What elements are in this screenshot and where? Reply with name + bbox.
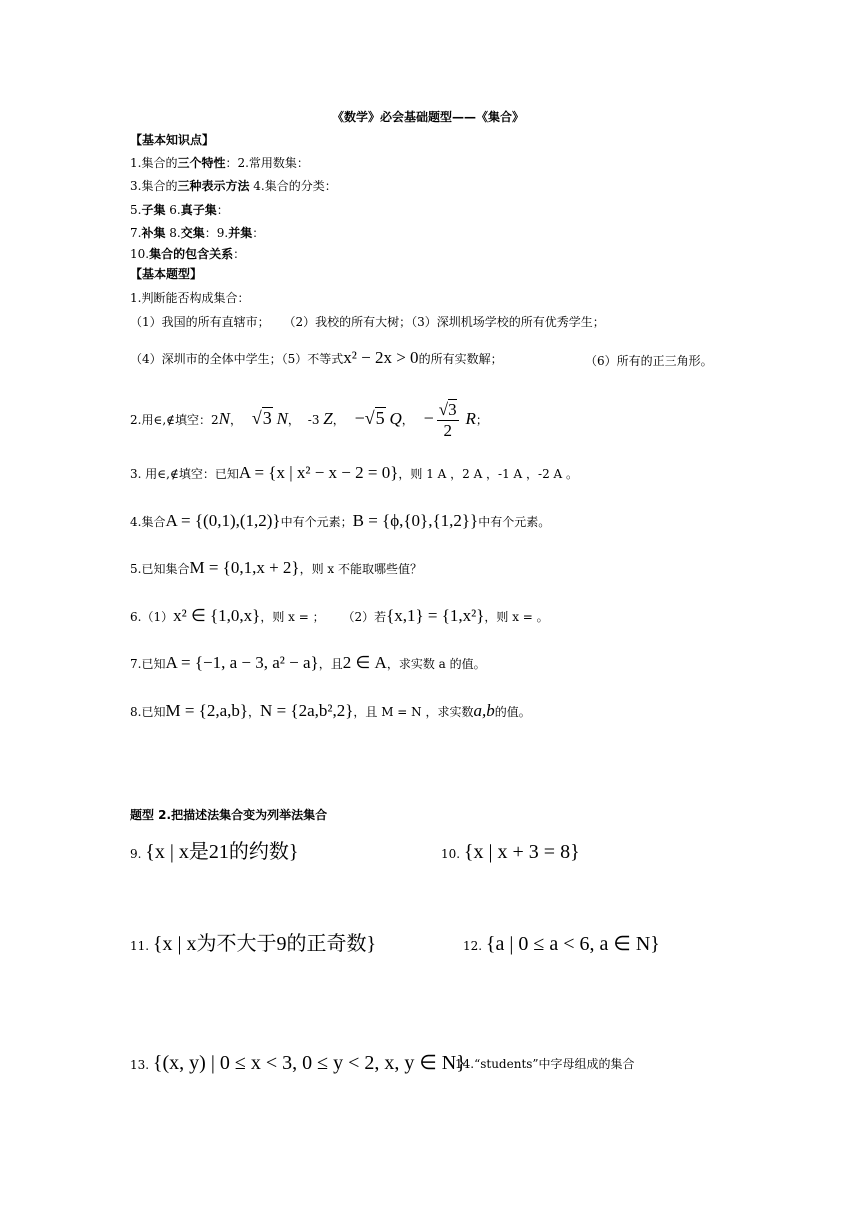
knowledge-line-3 xyxy=(130,201,229,219)
text: ，则 x 不能取哪些值？ xyxy=(299,562,422,576)
text: 3. 用∈,∉填空：已知 xyxy=(130,467,239,481)
text: ： xyxy=(252,226,265,240)
problem-14: 14.“students”中字母组成的集合 xyxy=(455,1057,635,1071)
page-title: 《数学》必会基础题型——《集合》 xyxy=(332,110,525,124)
knowledge-line-1 xyxy=(130,154,309,172)
text: ，且 xyxy=(318,657,343,671)
problem-number: 11. xyxy=(130,939,150,953)
text: 4.集合 xyxy=(130,515,166,529)
question-1-items-b xyxy=(130,349,503,368)
problem-9 xyxy=(130,840,298,866)
radicand: 3 xyxy=(448,400,457,419)
math-expr: A = {−1, a − 3, a² − a} xyxy=(165,653,319,672)
bold-term: 三个特性 xyxy=(177,156,226,170)
neg-sign: − xyxy=(354,408,365,428)
fraction-den: 2 xyxy=(443,421,452,440)
question-2 xyxy=(130,398,488,441)
question-3 xyxy=(130,464,578,483)
problem-12 xyxy=(463,932,660,958)
text: 5.已知集合 xyxy=(130,562,190,576)
bold-term: 补集 xyxy=(141,226,166,240)
math-expr: A = {(0,1),(1,2)} xyxy=(165,511,281,530)
question-7 xyxy=(130,654,486,673)
text: ：2.常用数集： xyxy=(225,156,309,170)
text: 5. xyxy=(130,203,142,217)
bold-term: 并集 xyxy=(228,226,253,240)
math-expr: {a | 0 ≤ a < 6, a ∈ N} xyxy=(485,933,660,955)
sqrt-expr: −√5 xyxy=(354,408,385,428)
bold-term: 真子集 xyxy=(180,203,217,217)
fraction-num: √3 xyxy=(438,400,457,419)
sqrt-expr: √3 xyxy=(251,408,272,428)
text: ，则 1 A ，2 A ，-1 A ，-2 A 。 xyxy=(398,467,579,481)
text: -3 xyxy=(307,413,320,427)
text: 的所有实数解； xyxy=(418,352,503,366)
set-symbol: Z xyxy=(323,409,333,428)
text: 2.用∈,∉填空：2 xyxy=(130,413,219,427)
math-expr: {x | x为不大于9的正奇数} xyxy=(152,933,377,955)
type2-header: 题型 2.把描述法集合变为列举法集合 xyxy=(130,808,328,822)
text: 7. xyxy=(130,226,142,240)
knowledge-line-5 xyxy=(130,245,245,263)
neg-sign: − xyxy=(423,408,434,428)
question-5 xyxy=(130,559,422,578)
set-symbol: N xyxy=(276,409,288,428)
text: ： xyxy=(233,247,246,261)
set-symbol: N xyxy=(218,409,231,428)
text: 3.集合的 xyxy=(130,179,178,193)
text: 4.集合的分类： xyxy=(249,179,337,193)
problem-13 xyxy=(130,1051,466,1077)
bold-term: 集合的包含关系 xyxy=(149,247,234,261)
text: ， xyxy=(248,705,261,719)
text: ，则 x = 。 xyxy=(484,610,549,624)
question-1: 1.判断能否构成集合： xyxy=(130,291,250,305)
text: ：9. xyxy=(204,226,229,240)
problem-number: 10. xyxy=(441,847,461,861)
math-expr: a,b xyxy=(473,701,495,720)
set-symbol: Q xyxy=(389,409,402,428)
question-8 xyxy=(130,702,531,721)
text: 8.已知 xyxy=(130,705,166,719)
item: （2）我校的所有大树； xyxy=(283,315,412,329)
knowledge-line-2 xyxy=(130,177,337,195)
question-6 xyxy=(130,607,549,626)
math-expr: A = {x | x² − x − 2 = 0} xyxy=(238,463,399,482)
text: 6. xyxy=(165,203,181,217)
text: ： xyxy=(216,203,229,217)
text: 8. xyxy=(165,226,181,240)
bold-term: 三种表示方法 xyxy=(177,179,250,193)
text: ，求实数 a 的值。 xyxy=(386,657,486,671)
text: 10. xyxy=(130,247,150,261)
set-symbol: R xyxy=(465,409,476,428)
problem-10 xyxy=(441,840,580,866)
problem-number: 13. xyxy=(130,1058,150,1072)
text: 1.集合的 xyxy=(130,156,178,170)
math-expr: N = {2a,b²,2} xyxy=(260,701,354,720)
problem-number: 12. xyxy=(463,939,483,953)
knowledge-header: 【基本知识点】 xyxy=(130,133,215,147)
sep: ； xyxy=(475,413,488,427)
radicand: 5 xyxy=(375,408,385,428)
question-1-item-6: （6）所有的正三角形。 xyxy=(585,354,713,368)
math-expr: {x | x + 3 = 8} xyxy=(463,841,580,863)
text: ，则 x = ； xyxy=(260,610,325,624)
item: （4）深圳市的全体中学生；（5）不等式 xyxy=(130,352,344,366)
text: 7.已知 xyxy=(130,657,166,671)
math-expr: x² − 2x > 0 xyxy=(343,348,419,367)
text: 中有个元素。 xyxy=(478,515,551,529)
sep: ， xyxy=(401,413,414,427)
math-expr: M = {0,1,x + 2} xyxy=(189,558,300,577)
problem-11 xyxy=(130,932,376,958)
item: （3）深圳机场学校的所有优秀学生； xyxy=(411,315,605,329)
math-expr: 2 ∈ A xyxy=(342,653,387,672)
question-4 xyxy=(130,512,550,531)
math-expr: {x | x是21的约数} xyxy=(145,841,299,863)
text: 6.（1） xyxy=(130,610,174,624)
question-1-items-a xyxy=(130,313,605,331)
sep: ， xyxy=(332,413,345,427)
item: （1）我国的所有直辖市； xyxy=(130,315,270,329)
text: ，且 M = N ，求实数 xyxy=(353,705,474,719)
sep: ， xyxy=(287,413,300,427)
math-expr: M = {2,a,b} xyxy=(165,701,249,720)
math-expr: {x,1} = {1,x²} xyxy=(386,606,485,625)
sep: ， xyxy=(230,413,243,427)
knowledge-line-4 xyxy=(130,224,264,242)
math-expr: {(x, y) | 0 ≤ x < 3, 0 ≤ y < 2, x, y ∈ N} xyxy=(152,1052,466,1074)
math-expr: x² ∈ {1,0,x} xyxy=(173,606,261,625)
fraction xyxy=(437,400,459,441)
bold-term: 子集 xyxy=(141,203,166,217)
text: 的值。 xyxy=(494,705,531,719)
problem-number: 9. xyxy=(130,847,142,861)
radicand: 3 xyxy=(262,408,272,428)
basic-header: 【基本题型】 xyxy=(130,267,203,281)
math-expr: B = {ϕ,{0},{1,2}} xyxy=(352,511,479,530)
text: （2）若 xyxy=(342,610,387,624)
text: 中有个元素； xyxy=(280,515,353,529)
bold-term: 交集 xyxy=(180,226,205,240)
